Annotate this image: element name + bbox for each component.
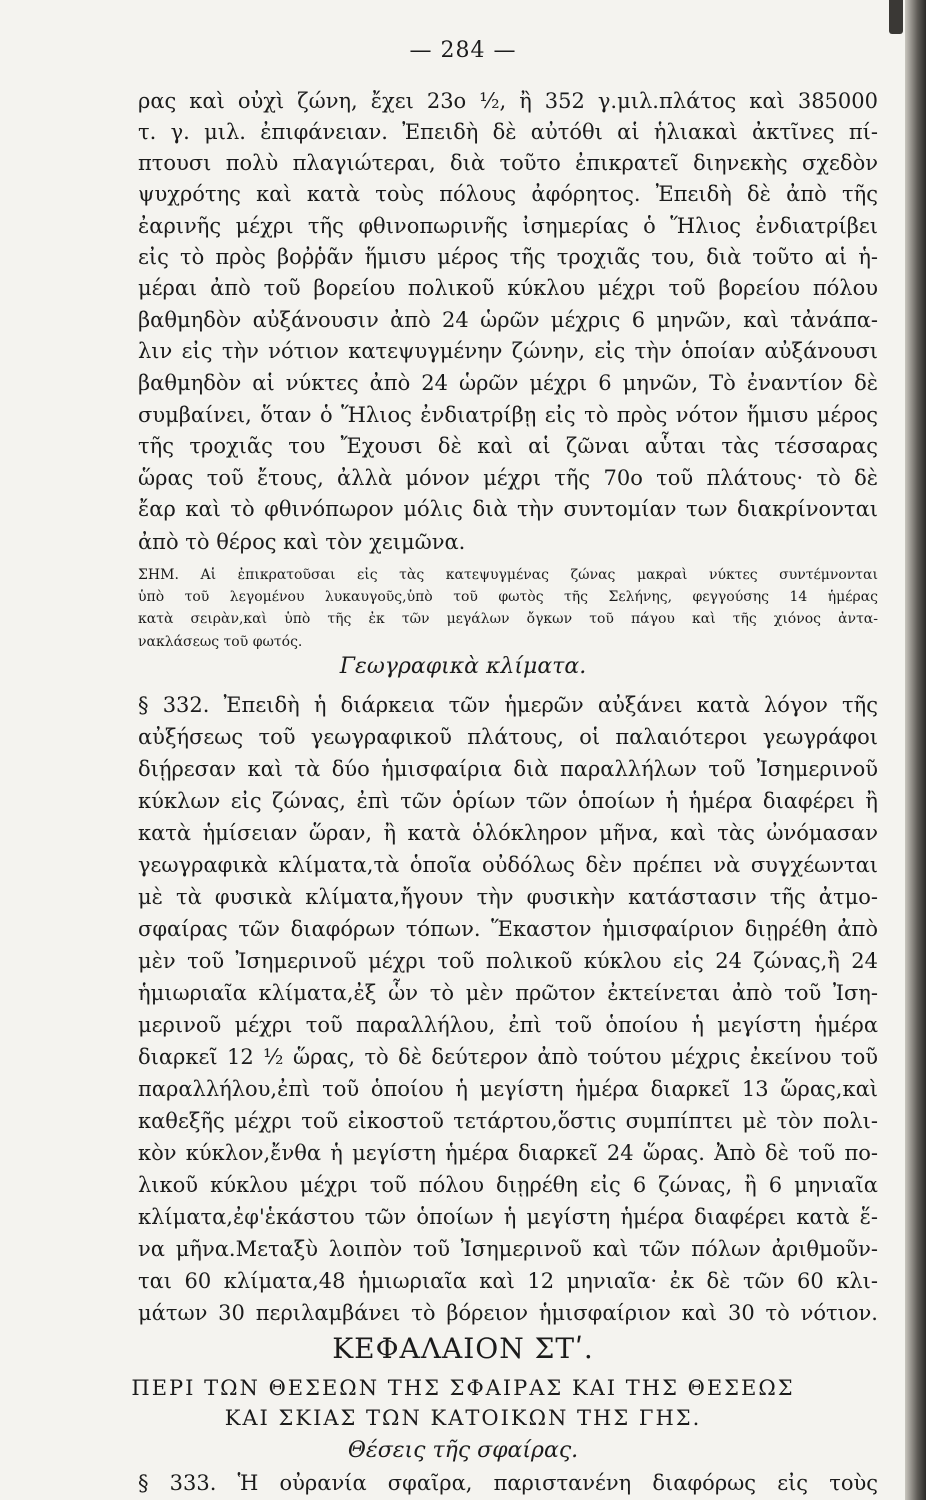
text-line: διῄρεσαν καὶ τὰ δύο ἡμισφαίρια διὰ παραλλήλων τοῦ Ἰσημερινοῦ — [138, 757, 878, 781]
text-line: βαθμηδὸν αὐξάνουσιν ἀπὸ 24 ὡρῶν μέχρις 6 μηνῶν, καὶ τἀνάπα- — [138, 308, 878, 332]
text-line: § 333. Ἡ οὐρανία σφαῖρα, παριστανένη διαφόρως εἰς τοὺς — [138, 1471, 878, 1495]
chapter-subtitle: ΠΕΡΙ ΤΩΝ ΘΕΣΕΩΝ ΤΗΣ ΣΦΑΙΡΑΣ ΚΑΙ ΤΗΣ ΘΕΣΕΩΣ — [131, 1376, 795, 1400]
text-line: εἰς τὸ πρὸς βοῤῥᾶν ἥμισυ μέρος τῆς τροχιᾶς του, διὰ τοῦτο αἱ ἡ- — [138, 245, 878, 269]
text-line: ψυχρότης καὶ κατὰ τοὺς πόλους ἀφόρητος. Ἐπειδὴ δὲ ἀπὸ τῆς — [138, 182, 878, 206]
text-line: ἔαρ καὶ τὸ φθινόπωρον μόλις διὰ τὴν συντομίαν των διακρίνονται — [138, 497, 878, 521]
book-spine — [905, 0, 926, 1500]
text-line: τῆς τροχιᾶς του Ἔχουσι δὲ καὶ αἱ ζῶναι αὗται τὰς τέσσαρας — [138, 434, 878, 458]
text-line: πτουσι πολὺ πλαγιώτεραι, διὰ τοῦτο ἐπικρατεῖ διηνεκὴς σχεδὸν — [138, 151, 878, 175]
chapter-subtitle: ΚΑΙ ΣΚΙΑΣ ΤΩΝ ΚΑΤΟΙΚΩΝ ΤΗΣ ΓΗΣ. — [224, 1406, 702, 1430]
text-line: σφαίρας τῶν διαφόρων τόπων. Ἕκαστον ἡμισφαίριον διῃρέθη ἀπὸ — [138, 917, 878, 941]
text-line: ρας καὶ οὐχὶ ζώνη, ἔχει 23ο ½, ἢ 352 γ.μιλ.πλάτος καὶ 385000 — [138, 89, 878, 113]
chapter-title: ΚΕΦΑΛΑΙΟΝ ΣΤʹ. — [332, 1332, 594, 1365]
text-line: ὥρας τοῦ ἔτους, ἀλλὰ μόνον μέχρι τῆς 70ο τοῦ πλάτους· τὸ δὲ — [138, 466, 878, 490]
text-line: ται 60 κλίματα,48 ἡμιωριαῖα καὶ 12 μηνιαῖα· ἐκ δὲ τῶν 60 κλι- — [138, 1269, 878, 1293]
section-heading: Γεωγραφικὰ κλίματα. — [339, 654, 587, 679]
note-line: ΣΗΜ. Αἱ ἐπικρατοῦσαι εἰς τὰς κατεψυγμένας ζώνας μακραὶ νύκτες συντέμνονται — [138, 567, 878, 583]
text-line: κατὰ ἡμίσειαν ὥραν, ἢ κατὰ ὁλόκληρον μῆνα, καὶ τὰς ὠνόμασαν — [138, 821, 878, 845]
text-line: κύκλων εἰς ζώνας, ἐπὶ τῶν ὁρίων τῶν ὁποίων ἡ ἡμέρα διαφέρει ἢ — [138, 789, 878, 813]
text-line: λικοῦ κύκλου μέχρι τοῦ πόλου διῃρέθη εἰς 6 ζώνας, ἢ 6 μηνιαῖα — [138, 1173, 878, 1197]
text-line: μερινοῦ μέχρι τοῦ παραλλήλου, ἐπὶ τοῦ ὁποίου ἡ μεγίστη ἡμέρα — [138, 1013, 878, 1037]
text-line: να μῆνα.Μεταξὺ λοιπὸν τοῦ Ἰσημερινοῦ καὶ τῶν πόλων ἀριθμοῦν- — [138, 1237, 878, 1261]
text-line: μὲ τὰ φυσικὰ κλίματα,ἤγουν τὴν φυσικὴν κατάστασιν τῆς ἀτμο- — [138, 885, 878, 909]
text-line: κὸν κύκλον,ἔνθα ἡ μεγίστη ἡμέρα διαρκεῖ 24 ὥρας. Ἀπὸ δὲ τοῦ πο- — [138, 1141, 878, 1165]
text-line: ἡμιωριαῖα κλίματα,ἐξ ὧν τὸ μὲν πρῶτον ἐκτείνεται ἀπὸ τοῦ Ἰση- — [138, 981, 878, 1005]
text-line: αὐξήσεως τοῦ γεωγραφικοῦ πλάτους, οἱ παλαιότεροι γεωγράφοι — [138, 725, 878, 749]
text-line: συμβαίνει, ὅταν ὁ Ἥλιος ἐνδιατρίβῃ εἰς τὸ πρὸς νότον ἥμισυ μέρος — [138, 403, 878, 427]
text-line: παραλλήλου,ἐπὶ τοῦ ὁποίου ἡ μεγίστη ἡμέρα διαρκεῖ 13 ὥρας,καὶ — [138, 1077, 878, 1101]
text-line: κλίματα,ἐφ'ἑκάστου τῶν ὁποίων ἡ μεγίστη ἡμέρα διαφέρει κατὰ ἕ- — [138, 1205, 878, 1229]
text-line: βαθμηδὸν αἱ νύκτες ἀπὸ 24 ὡρῶν μέχρι 6 μηνῶν, Τὸ ἐναντίον δὲ — [138, 371, 878, 395]
page-number: — 284 — — [409, 38, 517, 63]
text-line: μὲν τοῦ Ἰσημερινοῦ μέχρι τοῦ πολικοῦ κύκλου εἰς 24 ζώνας,ἢ 24 — [138, 949, 878, 973]
text-line: μέραι ἀπὸ τοῦ βορείου πολικοῦ κύκλου μέχρι τοῦ βορείου πόλου — [138, 276, 878, 300]
note-line: νακλάσεως τοῦ φωτός. — [138, 634, 303, 650]
text-line: διαρκεῖ 12 ½ ὥρας, τὸ δὲ δεύτερον ἀπὸ τούτου μέχρις ἐκείνου τοῦ — [138, 1045, 878, 1069]
text-line: λιν εἰς τὴν νότιον κατεψυγμένην ζώνην, εἰς τὴν ὁποίαν αὐξάνουσι — [138, 339, 878, 363]
text-line: μάτων 30 περιλαμβάνει τὸ βόρειον ἡμισφαίριον καὶ 30 τὸ νότιον. — [138, 1301, 878, 1325]
text-line: ἐαρινῆς μέχρι τῆς φθινοπωρινῆς ἰσημερίας ὁ Ἥλιος ἐνδιατρίβει — [138, 214, 878, 238]
text-line: καθεξῆς μέχρι τοῦ εἰκοστοῦ τετάρτου,ὅστις συμπίπτει μὲ τὸν πολι- — [138, 1109, 878, 1133]
text-line: τ. γ. μιλ. ἐπιφάνειαν. Ἐπειδὴ δὲ αὐτόθι αἱ ἡλιακαὶ ἀκτῖνες πί- — [138, 120, 878, 144]
note-line: ὑπὸ τοῦ λεγομένου λυκαυγοῦς,ὑπὸ τοῦ φωτὸς τῆς Σελήνης, φεγγούσης 14 ἡμέρας — [138, 589, 878, 605]
text-line: ἀπὸ τὸ θέρος καὶ τὸν χειμῶνα. — [138, 530, 466, 554]
corner-mark — [889, 0, 903, 34]
section-heading: Θέσεις τῆς σφαίρας. — [347, 1438, 579, 1463]
text-line: § 332. Ἐπειδὴ ἡ διάρκεια τῶν ἡμερῶν αὐξάνει κατὰ λόγον τῆς — [138, 693, 878, 717]
note-line: κατὰ σειρὰν,καὶ ὑπὸ τῆς ἐκ τῶν μεγάλων ὄγκων τοῦ πάγου καὶ τῆς χιόνος ἀντα- — [138, 611, 878, 627]
text-line: γεωγραφικὰ κλίματα,τὰ ὁποῖα οὐδόλως δὲν πρέπει νὰ συγχέωνται — [138, 853, 878, 877]
